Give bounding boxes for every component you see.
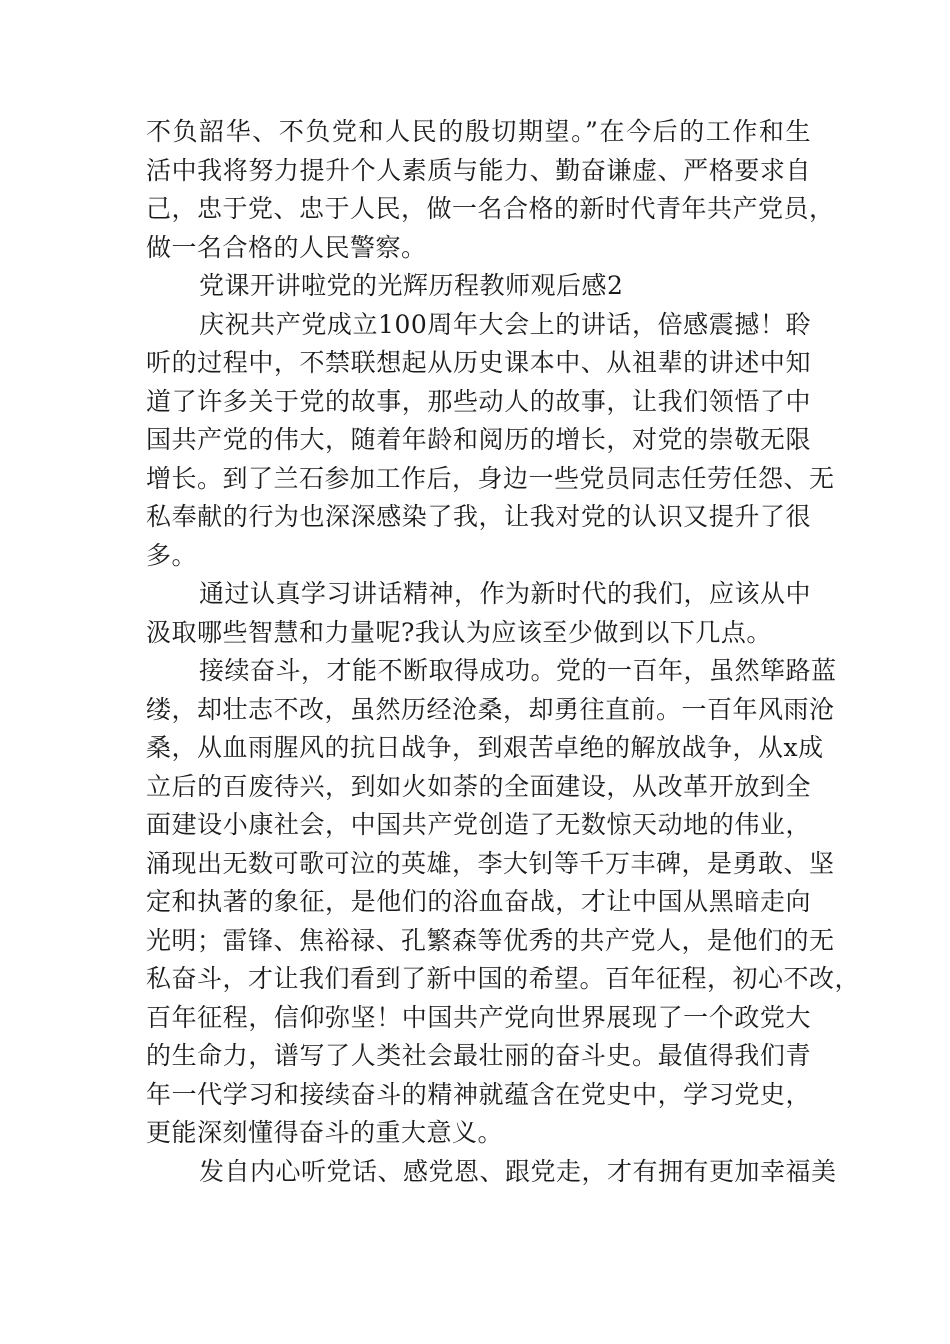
text-line: 接续奋斗，才能不断取得成功。党的一百年，虽然筚路蓝	[199, 656, 837, 685]
text-line: 活中我将努力提升个人素质与能力、勤奋谦虚、严格要求自	[146, 155, 811, 185]
text-line: 道了许多关于党的故事，那些动人的故事，让我们领悟了中	[146, 386, 811, 416]
text-line: 增长。到了兰石参加工作后，身边一些党员同志任劳任怨、无	[146, 463, 835, 493]
text-line: 涌现出无数可歌可泣的英雄，李大钊等千万丰碑，是勇敢、坚	[146, 848, 835, 878]
text-line: 发自内心听党话、感党恩、跟党走，才有拥有更加幸福美	[199, 1156, 837, 1186]
text-line: 己，忠于党、忠于人民，做一名合格的新时代青年共产党员，	[146, 194, 835, 223]
document-body	[146, 113, 861, 1191]
text-line: 国共产党的伟大，随着年龄和阅历的增长，对党的崇敬无限	[146, 425, 811, 454]
text-line: 年一代学习和接续奋斗的精神就蕴含在党史中，学习党史，	[146, 1079, 811, 1109]
section-heading	[146, 267, 811, 306]
text-line: 庆祝共产党成立100周年大会上的讲话，倍感震撼！聆	[199, 309, 811, 339]
text-line: 私奋斗，才让我们看到了新中国的希望。百年征程，初心不改，	[146, 964, 861, 993]
text-line: 的生命力，谱写了人类社会最壮丽的奋斗史。最值得我们青	[146, 1041, 811, 1070]
heading-text: 党课开讲啦党的光辉历程教师观后感2	[199, 271, 624, 300]
text-line: 通过认真学习讲话精神，作为新时代的我们，应该从中	[199, 579, 812, 608]
text-line: 汲取哪些智慧和力量呢?我认为应该至少做到以下几点。	[146, 617, 772, 647]
text-line: 私奉献的行为也深深感染了我，让我对党的认识又提升了很	[146, 502, 811, 531]
text-line: 桑，从血雨腥风的抗日战争，到艰苦卓绝的解放战争，从x成	[146, 733, 824, 762]
paragraph	[146, 306, 835, 576]
text-line: 光明；雷锋、焦裕禄、孔繁森等优秀的共产党人，是他们的无	[146, 925, 835, 955]
text-line: 百年征程，信仰弥坚！中国共产党向世界展现了一个政党大	[146, 1002, 811, 1032]
text-line: 不负韶华、不负党和人民的殷切期望。”在今后的工作和生	[146, 117, 811, 146]
text-line: 更能深刻懂得奋斗的重大意义。	[146, 1118, 504, 1147]
paragraph-continuation	[146, 113, 835, 267]
paragraph	[146, 575, 811, 652]
text-line: 面建设小康社会，中国共产党创造了无数惊天动地的伟业，	[146, 810, 811, 839]
text-line: 做一名合格的人民警察。	[146, 232, 427, 262]
text-line: 多。	[146, 540, 198, 570]
text-line: 定和执著的象征，是他们的浴血奋战，才让中国从黑暗走向	[146, 887, 811, 916]
paragraph	[146, 1153, 837, 1192]
text-line: 缕，却壮志不改，虽然历经沧桑，却勇往直前。一百年风雨沧	[146, 694, 835, 724]
text-line: 听的过程中，不禁联想起从历史课本中、从祖辈的讲述中知	[146, 348, 811, 377]
text-line: 立后的百废待兴，到如火如荼的全面建设，从改革开放到全	[146, 771, 811, 801]
paragraph	[146, 652, 861, 1153]
